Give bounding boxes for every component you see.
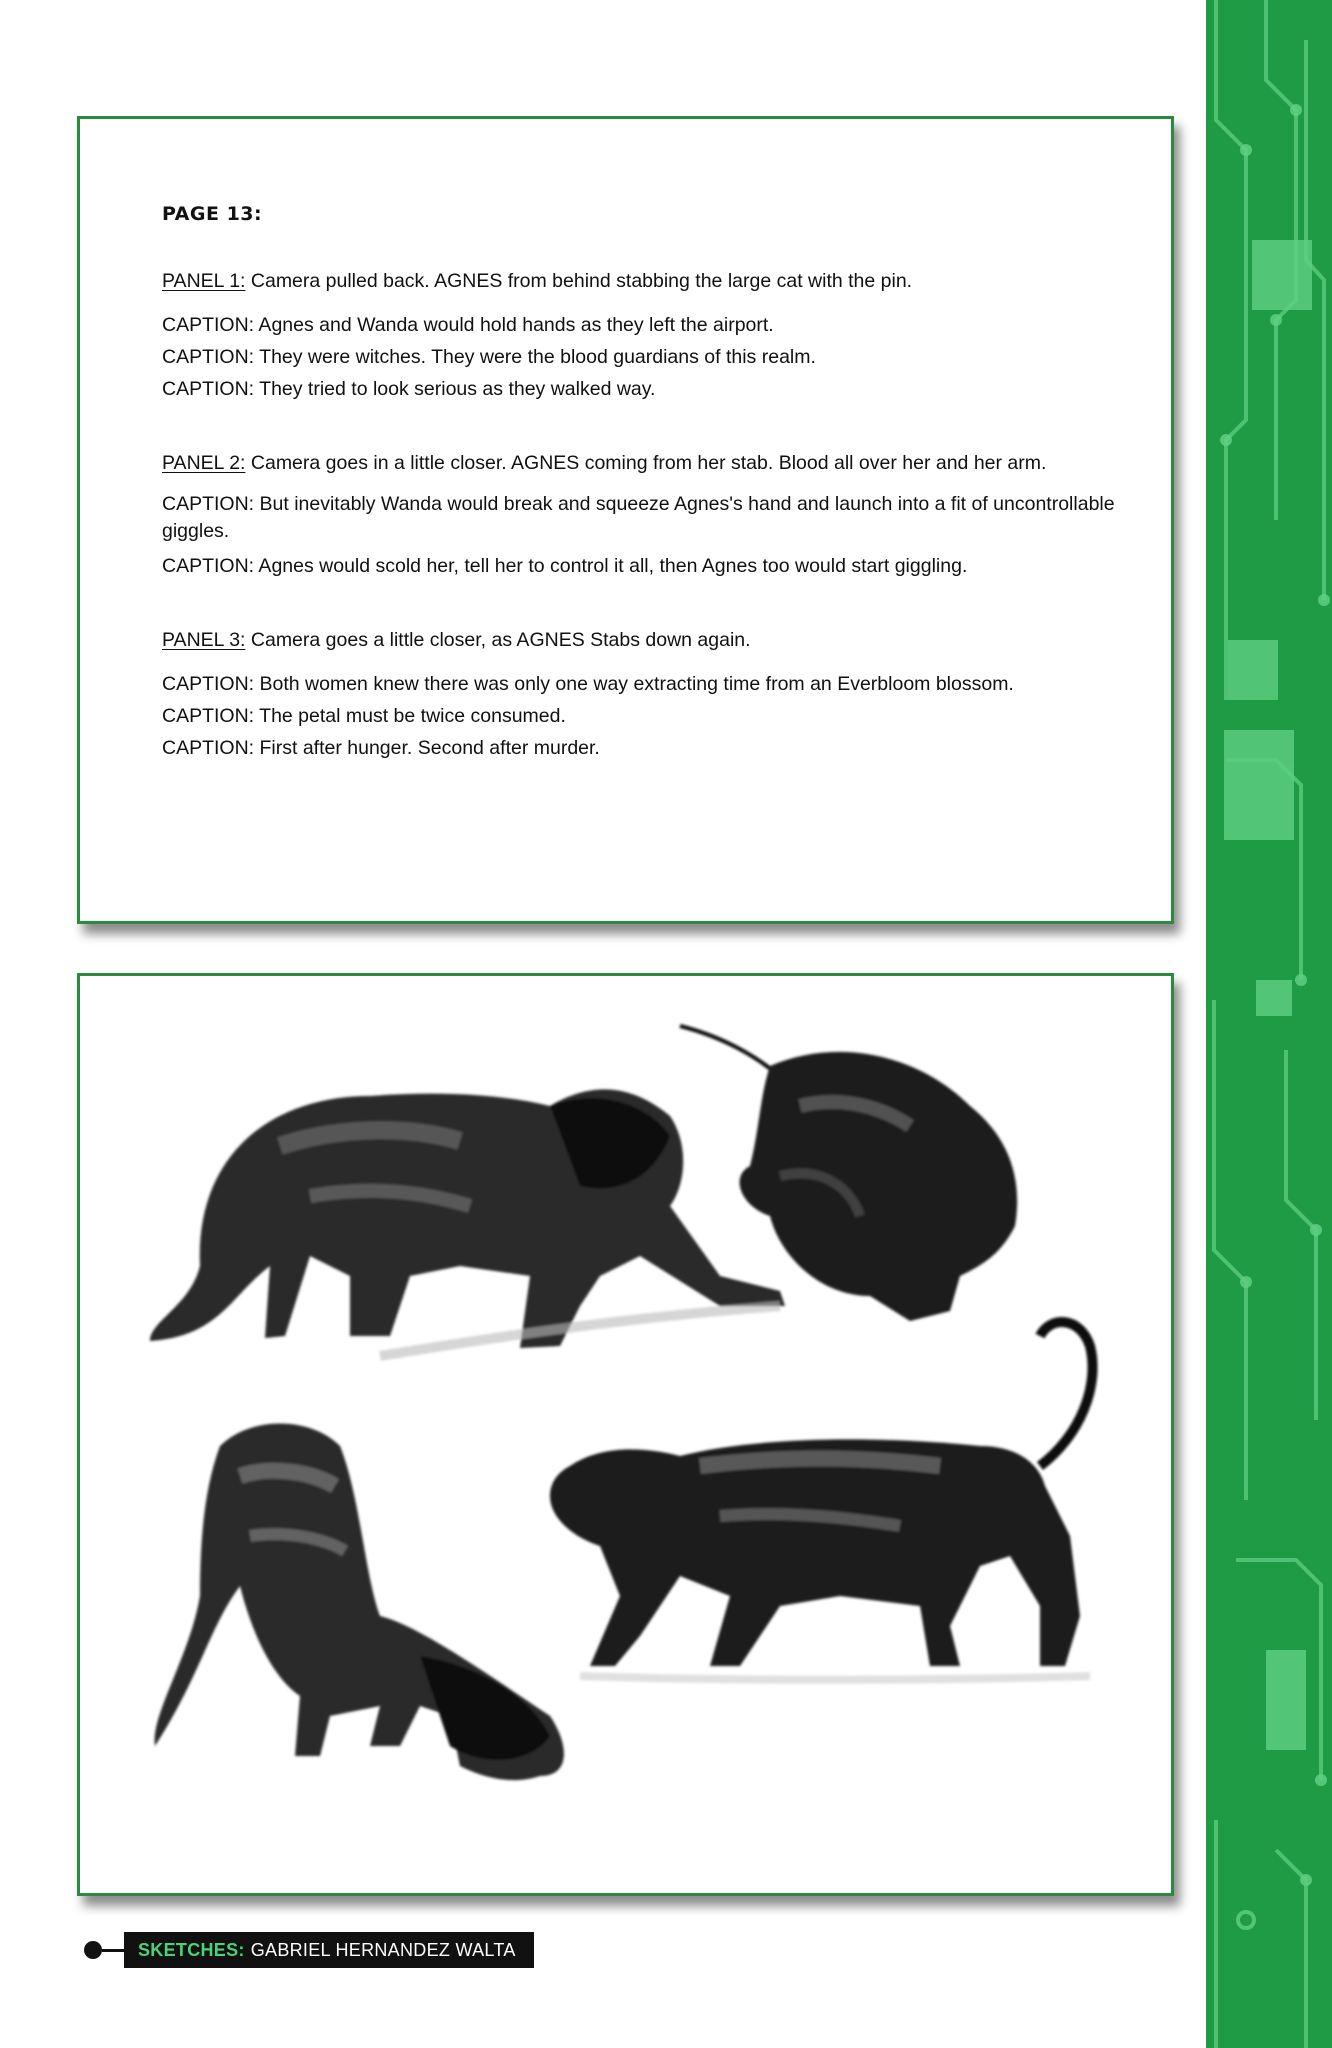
- panel-3-label: PANEL 3:: [162, 629, 246, 651]
- caption: CAPTION: Both women knew there was only one way extracting time from an Everbloom blossom.: [162, 673, 1014, 695]
- circuit-board-decoration: [1206, 0, 1332, 2048]
- page-heading: PAGE 13:: [162, 203, 263, 225]
- caption: CAPTION: But inevitably Wanda would break and squeeze Agnes's hand and launch into a fit of uncontrollable giggles.: [162, 493, 1115, 542]
- panel-2-label: PANEL 2:: [162, 452, 246, 474]
- panel-1-direction: [162, 265, 1122, 297]
- caption: CAPTION: Agnes would scold her, tell her to control it all, then Agnes too would start giggling.: [162, 555, 968, 577]
- panel-2-text: Camera goes in a little closer. AGNES coming from her stab. Blood all over her and her arm.: [245, 452, 1047, 474]
- circuit-traces-icon: [1206, 0, 1332, 2048]
- caption: CAPTION: The petal must be twice consumed.: [162, 705, 566, 727]
- panther-sketch-head: [680, 1026, 1017, 1321]
- panel-3-direction: [162, 624, 1122, 656]
- connector-line: [102, 1949, 124, 1952]
- panther-sketches: [80, 976, 1171, 1893]
- credit-label: SKETCHES:: [138, 1939, 245, 1960]
- panther-sketch-standing: [150, 1089, 785, 1356]
- panel-2-direction: [162, 447, 1122, 479]
- caption: CAPTION: They were witches. They were the blood guardians of this realm.: [162, 346, 816, 368]
- sketch-panel: [77, 973, 1174, 1896]
- panther-sketch-sniffing: [155, 1424, 564, 1781]
- panel-3-text: Camera goes a little closer, as AGNES Stabs down again.: [245, 629, 751, 651]
- panther-sketch-walking: [550, 1322, 1093, 1680]
- bullet-dot-icon: [84, 1941, 102, 1959]
- panel-1-text: Camera pulled back. AGNES from behind stabbing the large cat with the pin.: [245, 270, 913, 292]
- script-panel: [77, 116, 1174, 924]
- caption: CAPTION: First after hunger. Second after murder.: [162, 737, 600, 759]
- credit-tag: [84, 1932, 534, 1968]
- caption: CAPTION: Agnes and Wanda would hold hands as they left the airport.: [162, 314, 774, 336]
- credit-label-box: [124, 1932, 534, 1968]
- caption: CAPTION: They tried to look serious as they walked way.: [162, 378, 656, 400]
- credit-name: GABRIEL HERNANDEZ WALTA: [250, 1939, 516, 1960]
- script-text: [162, 203, 1122, 764]
- panel-1-label: PANEL 1:: [162, 270, 246, 292]
